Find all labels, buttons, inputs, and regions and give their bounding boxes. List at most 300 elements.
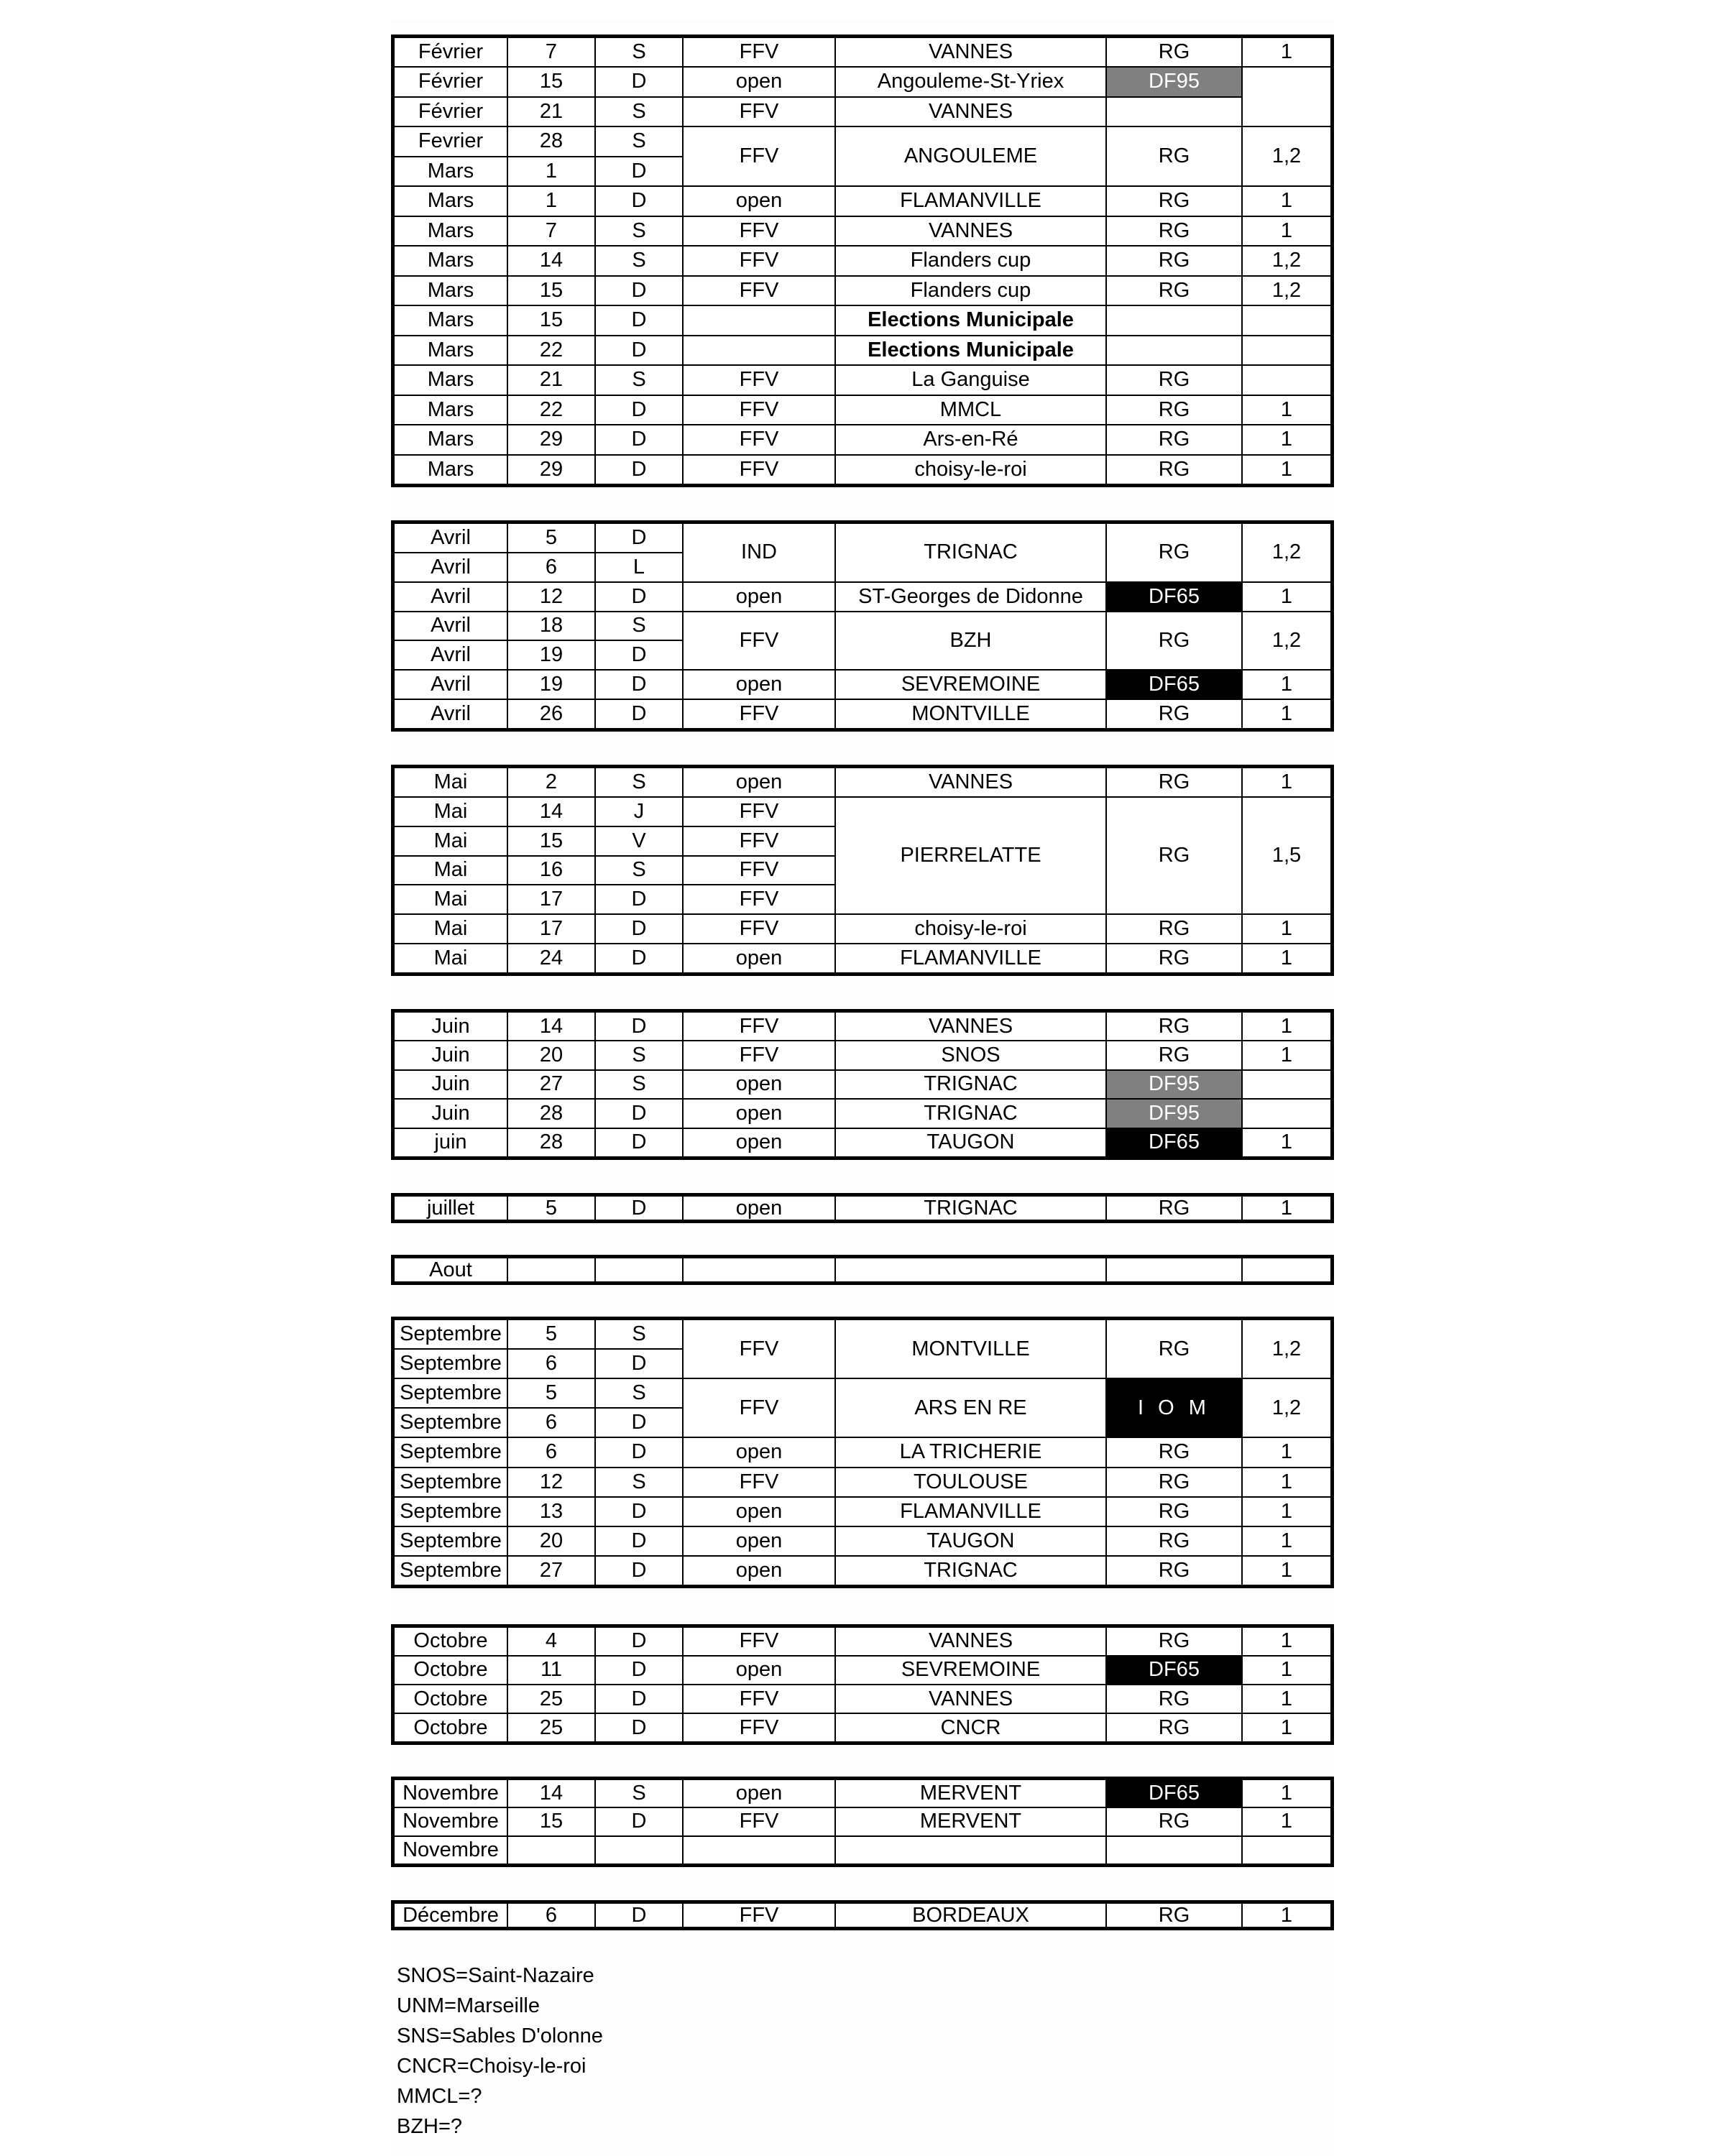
coef-cell: 1 [1242, 944, 1330, 972]
weekday-cell: D [595, 305, 683, 336]
venue-cell: VANNES [835, 38, 1106, 67]
weekday-cell: S [595, 612, 683, 641]
table-row [395, 336, 1330, 366]
day-cell [507, 1258, 595, 1281]
class-cell [1106, 1258, 1242, 1281]
month-cell: Mai [395, 826, 507, 856]
table-row [395, 1685, 1330, 1713]
venue-cell: TRIGNAC [835, 524, 1106, 582]
venue-cell: TOULOUSE [835, 1468, 1106, 1497]
type-cell: open [683, 1099, 835, 1128]
venue-cell: BZH [835, 612, 1106, 671]
venue-cell: MERVENT [835, 1780, 1106, 1807]
type-cell: FFV [683, 365, 835, 395]
type-cell: open [683, 1128, 835, 1156]
type-cell: open [683, 1556, 835, 1585]
day-cell: 15 [507, 305, 595, 336]
day-cell: 7 [507, 216, 595, 247]
day-cell: 20 [507, 1041, 595, 1070]
table-row [395, 1497, 1330, 1526]
weekday-cell: L [595, 553, 683, 582]
coef-cell [1242, 336, 1330, 366]
calendar-table [395, 524, 1330, 728]
legend-line: BZH=? [397, 2115, 463, 2138]
weekday-cell: D [595, 885, 683, 914]
day-cell: 25 [507, 1713, 595, 1741]
weekday-cell: D [595, 944, 683, 972]
day-cell: 29 [507, 455, 595, 484]
weekday-cell: S [595, 38, 683, 67]
day-cell: 12 [507, 1468, 595, 1497]
weekday-cell: D [595, 395, 683, 425]
month-cell: Mars [395, 157, 507, 187]
weekday-cell: D [595, 186, 683, 216]
weekday-cell: D [595, 425, 683, 455]
venue-cell: Flanders cup [835, 246, 1106, 276]
type-cell [683, 1258, 835, 1281]
month-cell: Octobre [395, 1656, 507, 1685]
table-row [395, 1378, 1330, 1408]
type-cell [683, 336, 835, 366]
type-cell: FFV [683, 126, 835, 186]
month-cell: Mars [395, 425, 507, 455]
block-octobre [391, 1624, 1334, 1745]
venue-cell: FLAMANVILLE [835, 186, 1106, 216]
table-row [395, 1628, 1330, 1656]
month-cell: Mars [395, 395, 507, 425]
table-row [395, 305, 1330, 336]
class-cell: RG [1106, 126, 1242, 186]
weekday-cell: D [595, 336, 683, 366]
day-cell: 15 [507, 276, 595, 306]
type-cell: open [683, 1497, 835, 1526]
type-cell: FFV [683, 856, 835, 885]
weekday-cell: S [595, 1378, 683, 1408]
class-cell: RG [1106, 1628, 1242, 1656]
month-cell: Septembre [395, 1349, 507, 1378]
weekday-cell [595, 1258, 683, 1281]
abbreviation-legend [397, 1961, 603, 2142]
venue-cell: La Ganguise [835, 365, 1106, 395]
month-cell: Septembre [395, 1378, 507, 1408]
type-cell [683, 305, 835, 336]
coef-cell [1242, 305, 1330, 336]
day-cell: 5 [507, 1197, 595, 1220]
class-cell: RG [1106, 612, 1242, 671]
block-fevrier-mars [391, 34, 1334, 487]
class-cell: DF65 [1106, 1780, 1242, 1807]
legend-line: SNS=Sables D'olonne [397, 2024, 603, 2047]
month-cell: Avril [395, 553, 507, 582]
class-cell: DF65 [1106, 582, 1242, 612]
type-cell: open [683, 67, 835, 97]
table-row [395, 1197, 1330, 1220]
weekday-cell: D [595, 1556, 683, 1585]
calendar-table [395, 768, 1330, 972]
venue-cell: SEVREMOINE [835, 670, 1106, 699]
venue-cell: Ars-en-Ré [835, 425, 1106, 455]
type-cell: FFV [683, 826, 835, 856]
month-cell: Octobre [395, 1628, 507, 1656]
class-cell: I O M [1106, 1378, 1242, 1437]
type-cell: FFV [683, 1013, 835, 1041]
weekday-cell: D [595, 1685, 683, 1713]
month-cell: Septembre [395, 1497, 507, 1526]
class-cell: DF95 [1106, 67, 1242, 97]
class-cell [1106, 305, 1242, 336]
coef-cell: 1 [1242, 186, 1330, 216]
class-cell: RG [1106, 216, 1242, 247]
weekday-cell: S [595, 1320, 683, 1349]
day-cell: 16 [507, 856, 595, 885]
venue-cell: LA TRICHERIE [835, 1437, 1106, 1467]
class-cell: RG [1106, 186, 1242, 216]
class-cell: RG [1106, 797, 1242, 915]
block-aout [391, 1255, 1334, 1285]
class-cell: RG [1106, 1320, 1242, 1378]
coef-cell [1242, 1070, 1330, 1100]
weekday-cell: D [595, 1437, 683, 1467]
type-cell: FFV [683, 1713, 835, 1741]
type-cell: FFV [683, 699, 835, 728]
weekday-cell: D [595, 157, 683, 187]
weekday-cell: S [595, 216, 683, 247]
coef-cell: 1 [1242, 455, 1330, 484]
month-cell: Octobre [395, 1713, 507, 1741]
weekday-cell: S [595, 1070, 683, 1100]
weekday-cell: D [595, 1013, 683, 1041]
coef-cell: 1 [1242, 768, 1330, 797]
table-row [395, 699, 1330, 728]
class-cell [1106, 336, 1242, 366]
table-row [395, 1099, 1330, 1128]
day-cell: 27 [507, 1070, 595, 1100]
day-cell: 26 [507, 699, 595, 728]
class-cell: RG [1106, 425, 1242, 455]
coef-cell: 1,2 [1242, 524, 1330, 582]
day-cell: 27 [507, 1556, 595, 1585]
venue-cell: choisy-le-roi [835, 914, 1106, 944]
type-cell: FFV [683, 1320, 835, 1378]
day-cell: 19 [507, 670, 595, 699]
type-cell: FFV [683, 425, 835, 455]
class-cell: RG [1106, 1526, 1242, 1556]
coef-cell: 1,2 [1242, 126, 1330, 186]
day-cell: 11 [507, 1656, 595, 1685]
month-cell: Avril [395, 699, 507, 728]
class-cell: RG [1106, 1904, 1242, 1927]
type-cell: open [683, 1070, 835, 1100]
day-cell: 4 [507, 1628, 595, 1656]
day-cell: 29 [507, 425, 595, 455]
coef-cell: 1,2 [1242, 1320, 1330, 1378]
month-cell: Mars [395, 186, 507, 216]
coef-cell: 1 [1242, 1685, 1330, 1713]
month-cell: Novembre [395, 1836, 507, 1864]
venue-cell [835, 1258, 1106, 1281]
venue-cell: TRIGNAC [835, 1197, 1106, 1220]
weekday-cell: D [595, 524, 683, 553]
coef-cell: 1 [1242, 582, 1330, 612]
day-cell: 6 [507, 553, 595, 582]
weekday-cell: D [595, 1656, 683, 1685]
month-cell: Avril [395, 612, 507, 641]
month-cell: Juin [395, 1013, 507, 1041]
table-row [395, 1904, 1330, 1927]
day-cell: 13 [507, 1497, 595, 1526]
type-cell: FFV [683, 885, 835, 914]
weekday-cell: D [595, 1526, 683, 1556]
table-row [395, 670, 1330, 699]
class-cell: RG [1106, 524, 1242, 582]
weekday-cell: D [595, 1807, 683, 1836]
coef-cell: 1 [1242, 1197, 1330, 1220]
venue-cell [835, 1836, 1106, 1864]
table-row [395, 1128, 1330, 1156]
weekday-cell: D [595, 1128, 683, 1156]
month-cell: Avril [395, 524, 507, 553]
coef-cell: 1 [1242, 1780, 1330, 1807]
day-cell: 17 [507, 914, 595, 944]
type-cell: open [683, 768, 835, 797]
class-cell: DF95 [1106, 1070, 1242, 1100]
class-cell: RG [1106, 455, 1242, 484]
coef-cell: 1 [1242, 699, 1330, 728]
day-cell: 28 [507, 1128, 595, 1156]
weekday-cell: D [595, 640, 683, 670]
day-cell: 1 [507, 157, 595, 187]
venue-cell: MONTVILLE [835, 699, 1106, 728]
type-cell: FFV [683, 914, 835, 944]
type-cell: FFV [683, 1468, 835, 1497]
day-cell: 14 [507, 1780, 595, 1807]
table-row [395, 1258, 1330, 1281]
day-cell: 20 [507, 1526, 595, 1556]
table-row [395, 425, 1330, 455]
type-cell: FFV [683, 97, 835, 127]
type-cell: FFV [683, 1685, 835, 1713]
venue-cell: TRIGNAC [835, 1099, 1106, 1128]
weekday-cell: D [595, 1713, 683, 1741]
block-mai [391, 765, 1334, 976]
weekday-cell: D [595, 455, 683, 484]
month-cell: Avril [395, 670, 507, 699]
month-cell: Mai [395, 797, 507, 826]
weekday-cell: V [595, 826, 683, 856]
coef-cell: 1 [1242, 1526, 1330, 1556]
coef-cell: 1 [1242, 1713, 1330, 1741]
coef-cell: 1 [1242, 914, 1330, 944]
coef-cell: 1,2 [1242, 1378, 1330, 1437]
class-cell: RG [1106, 1497, 1242, 1526]
venue-cell: Elections Municipale [835, 305, 1106, 336]
month-cell: Septembre [395, 1320, 507, 1349]
block-novembre [391, 1777, 1334, 1867]
weekday-cell: D [595, 582, 683, 612]
venue-cell: VANNES [835, 97, 1106, 127]
coef-cell [1242, 365, 1330, 395]
day-cell: 6 [507, 1904, 595, 1927]
block-decembre [391, 1900, 1334, 1930]
table-row [395, 126, 1330, 157]
class-cell [1106, 97, 1242, 127]
type-cell: FFV [683, 1807, 835, 1836]
day-cell: 7 [507, 38, 595, 67]
venue-cell: BORDEAUX [835, 1904, 1106, 1927]
table-row [395, 186, 1330, 216]
day-cell: 14 [507, 246, 595, 276]
day-cell: 6 [507, 1349, 595, 1378]
day-cell: 5 [507, 524, 595, 553]
table-row [395, 246, 1330, 276]
type-cell: FFV [683, 276, 835, 306]
table-row [395, 1468, 1330, 1497]
weekday-cell: D [595, 1408, 683, 1437]
coef-cell: 1 [1242, 395, 1330, 425]
month-cell: Février [395, 67, 507, 97]
class-cell: RG [1106, 1713, 1242, 1741]
weekday-cell: D [595, 699, 683, 728]
block-avril [391, 520, 1334, 732]
venue-cell: MMCL [835, 395, 1106, 425]
table-row [395, 1836, 1330, 1864]
weekday-cell: S [595, 1468, 683, 1497]
month-cell: Février [395, 97, 507, 127]
month-cell: juin [395, 1128, 507, 1156]
day-cell: 14 [507, 1013, 595, 1041]
month-cell: Mars [395, 455, 507, 484]
table-row [395, 1780, 1330, 1807]
month-cell: Juin [395, 1041, 507, 1070]
day-cell: 28 [507, 1099, 595, 1128]
table-row [395, 1526, 1330, 1556]
day-cell: 15 [507, 1807, 595, 1836]
class-cell: RG [1106, 1437, 1242, 1467]
day-cell: 5 [507, 1320, 595, 1349]
table-row [395, 914, 1330, 944]
weekday-cell: S [595, 126, 683, 157]
venue-cell: ST-Georges de Didonne [835, 582, 1106, 612]
table-row [395, 944, 1330, 972]
month-cell: Novembre [395, 1807, 507, 1836]
table-row [395, 1041, 1330, 1070]
type-cell: open [683, 582, 835, 612]
coef-cell: 1 [1242, 1628, 1330, 1656]
type-cell: FFV [683, 612, 835, 671]
type-cell: FFV [683, 455, 835, 484]
weekday-cell: S [595, 365, 683, 395]
coef-cell: 1 [1242, 38, 1330, 67]
day-cell: 22 [507, 336, 595, 366]
weekday-cell: D [595, 1497, 683, 1526]
class-cell: RG [1106, 395, 1242, 425]
venue-cell: TAUGON [835, 1128, 1106, 1156]
class-cell: RG [1106, 1685, 1242, 1713]
table-row [395, 216, 1330, 247]
month-cell: Mars [395, 305, 507, 336]
coef-cell: 1 [1242, 1904, 1330, 1927]
class-cell: RG [1106, 914, 1242, 944]
block-juillet [391, 1193, 1334, 1223]
coef-cell: 1 [1242, 425, 1330, 455]
type-cell: open [683, 1437, 835, 1467]
weekday-cell: S [595, 1780, 683, 1807]
type-cell: FFV [683, 246, 835, 276]
type-cell [683, 1836, 835, 1864]
month-cell: Juin [395, 1099, 507, 1128]
venue-cell: Flanders cup [835, 276, 1106, 306]
coef-cell: 1 [1242, 1468, 1330, 1497]
block-juin [391, 1009, 1334, 1160]
day-cell: 25 [507, 1685, 595, 1713]
coef-cell: 1 [1242, 1497, 1330, 1526]
calendar-table [395, 1628, 1330, 1741]
month-cell: Octobre [395, 1685, 507, 1713]
coef-cell: 1 [1242, 1041, 1330, 1070]
month-cell: Mars [395, 276, 507, 306]
class-cell: DF65 [1106, 1656, 1242, 1685]
weekday-cell: D [595, 914, 683, 944]
type-cell: open [683, 944, 835, 972]
venue-cell: choisy-le-roi [835, 455, 1106, 484]
day-cell: 22 [507, 395, 595, 425]
venue-cell: ARS EN RE [835, 1378, 1106, 1437]
day-cell: 2 [507, 768, 595, 797]
class-cell: RG [1106, 246, 1242, 276]
table-row [395, 1656, 1330, 1685]
day-cell: 6 [507, 1408, 595, 1437]
coef-cell: 1 [1242, 1807, 1330, 1836]
class-cell [1106, 1836, 1242, 1864]
legend-line: SNOS=Saint-Nazaire [397, 1964, 594, 1987]
day-cell: 1 [507, 186, 595, 216]
day-cell: 21 [507, 97, 595, 127]
day-cell: 14 [507, 797, 595, 826]
class-cell: RG [1106, 38, 1242, 67]
weekday-cell: D [595, 1197, 683, 1220]
venue-cell: VANNES [835, 216, 1106, 247]
month-cell: Mars [395, 216, 507, 247]
calendar-table [395, 1197, 1330, 1220]
month-cell: Mars [395, 365, 507, 395]
venue-cell: VANNES [835, 768, 1106, 797]
month-cell: Avril [395, 640, 507, 670]
class-cell: RG [1106, 944, 1242, 972]
month-cell: Novembre [395, 1780, 507, 1807]
class-cell: RG [1106, 1041, 1242, 1070]
class-cell: RG [1106, 1013, 1242, 1041]
coef-cell: 1,2 [1242, 246, 1330, 276]
day-cell: 15 [507, 826, 595, 856]
table-row [395, 97, 1330, 127]
day-cell: 17 [507, 885, 595, 914]
weekday-cell: J [595, 797, 683, 826]
class-cell: RG [1106, 365, 1242, 395]
coef-cell: 1 [1242, 1128, 1330, 1156]
day-cell: 6 [507, 1437, 595, 1467]
table-row [395, 1437, 1330, 1467]
day-cell: 15 [507, 67, 595, 97]
calendar-table [395, 1904, 1330, 1927]
venue-cell: FLAMANVILLE [835, 944, 1106, 972]
class-cell: RG [1106, 768, 1242, 797]
month-cell: Février [395, 38, 507, 67]
venue-cell: MERVENT [835, 1807, 1106, 1836]
coef-cell: 1 [1242, 1013, 1330, 1041]
class-cell: DF65 [1106, 1128, 1242, 1156]
table-row [395, 1713, 1330, 1741]
coef-cell: 1 [1242, 1437, 1330, 1467]
